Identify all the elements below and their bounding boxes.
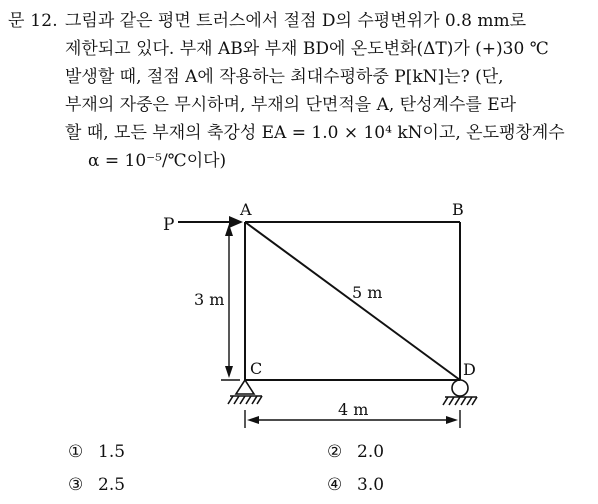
question-line-5: 할 때, 모든 부재의 축강성 EA = 1.0 × 10⁴ kN이고, 온도팽창계수	[65, 123, 565, 143]
choice-3-mark: ③	[68, 475, 84, 495]
question-line-2: 제한되고 있다. 부재 AB와 부재 BD에 온도변화(ΔT)가 (+)30 ℃	[65, 39, 549, 59]
node-label-a: A	[240, 200, 252, 219]
choice-3[interactable]	[68, 473, 125, 497]
width-label: 4 m	[338, 400, 369, 419]
node-label-b: B	[452, 200, 464, 219]
diagonal-label: 5 m	[352, 283, 383, 302]
choice-2-mark: ②	[327, 442, 343, 462]
height-label: 3 m	[194, 290, 225, 309]
question-line-6: α = 10⁻⁵/℃이다)	[88, 151, 227, 171]
question-number: 문 12.	[8, 11, 58, 31]
question-line-4: 부재의 자중은 무시하며, 부재의 단면적을 A, 탄성계수를 E라	[65, 95, 517, 115]
load-label: P	[163, 215, 175, 235]
choice-1-value: 1.5	[98, 442, 126, 462]
choice-4-mark: ④	[327, 475, 343, 495]
choice-4-value: 3.0	[357, 475, 385, 495]
choice-2[interactable]	[327, 440, 384, 464]
choice-1-mark: ①	[68, 442, 84, 462]
choice-1[interactable]	[68, 440, 125, 464]
node-label-d: D	[463, 360, 476, 379]
roller-support-d	[443, 380, 477, 405]
node-label-c: C	[250, 359, 263, 378]
pin-support-c	[228, 380, 262, 404]
choice-3-value: 2.5	[98, 475, 126, 495]
question-line-1: 그림과 같은 평면 트러스에서 절점 D의 수평변위가 0.8 mm로	[65, 11, 526, 31]
question-line-3: 발생할 때, 절점 A에 작용하는 최대수평하중 P[kN]는? (단,	[65, 67, 504, 87]
choice-4[interactable]	[327, 473, 384, 497]
choice-2-value: 2.0	[357, 442, 385, 462]
